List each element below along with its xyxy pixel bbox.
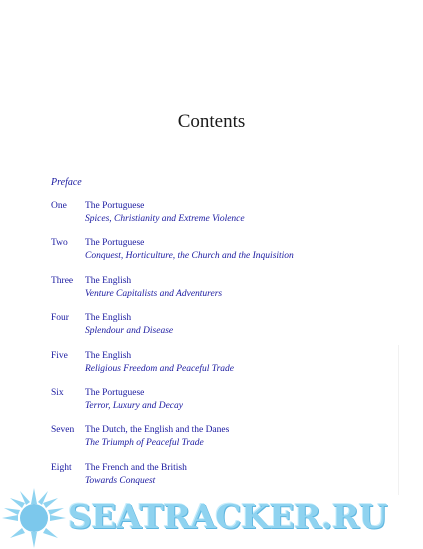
watermark-text: SEATRACKER.RU <box>68 497 388 536</box>
chapter-entry[interactable] <box>51 425 391 462</box>
chapter-title[interactable]: The English <box>85 313 132 324</box>
chapter-subtitle[interactable]: Spices, Christianity and Extreme Violence <box>85 214 245 224</box>
chapter-entry[interactable] <box>51 313 391 350</box>
page-title: Contents <box>177 111 246 132</box>
chapter-title[interactable]: The English <box>85 275 132 286</box>
chapter-number: Five <box>51 350 68 361</box>
chapter-title[interactable]: The Dutch, the English and the Danes <box>85 425 230 436</box>
sun-icon <box>2 488 66 548</box>
chapter-subtitle[interactable]: Splendour and Disease <box>85 326 174 337</box>
chapter-entry[interactable] <box>51 238 391 275</box>
chapter-number: Two <box>51 238 68 249</box>
page-edge-divider <box>398 345 423 495</box>
chapter-entry[interactable] <box>51 388 391 425</box>
chapter-entry[interactable] <box>51 351 391 388</box>
chapter-number: Six <box>51 387 64 398</box>
chapter-number: Seven <box>51 425 75 436</box>
chapter-subtitle[interactable]: Venture Capitalists and Adventurers <box>85 288 223 299</box>
chapter-subtitle[interactable]: The Triumph of Peaceful Trade <box>85 438 204 449</box>
chapter-title[interactable]: The French and the British <box>85 462 187 473</box>
chapter-number: Three <box>51 275 74 286</box>
chapter-title[interactable]: The Portuguese <box>85 387 145 398</box>
chapter-subtitle[interactable]: Towards Conquest <box>85 475 156 486</box>
chapter-subtitle[interactable]: Terror, Luxury and Decay <box>85 400 183 411</box>
chapter-title[interactable]: The Portuguese <box>85 238 145 249</box>
chapter-number: Four <box>51 313 69 324</box>
chapter-title[interactable]: The Portuguese <box>85 201 145 211</box>
chapter-subtitle[interactable]: Conquest, Horticulture, the Church and the Inquisition <box>85 251 294 262</box>
preface-link[interactable]: Preface <box>51 177 82 188</box>
chapter-entry[interactable] <box>51 201 391 238</box>
chapter-subtitle[interactable]: Religious Freedom and Peaceful Trade <box>85 363 234 374</box>
chapter-entry[interactable] <box>51 276 391 313</box>
chapter-number: One <box>51 201 67 211</box>
table-of-contents <box>51 201 391 500</box>
chapter-number: Eight <box>51 462 72 473</box>
chapter-title[interactable]: The English <box>85 350 132 361</box>
